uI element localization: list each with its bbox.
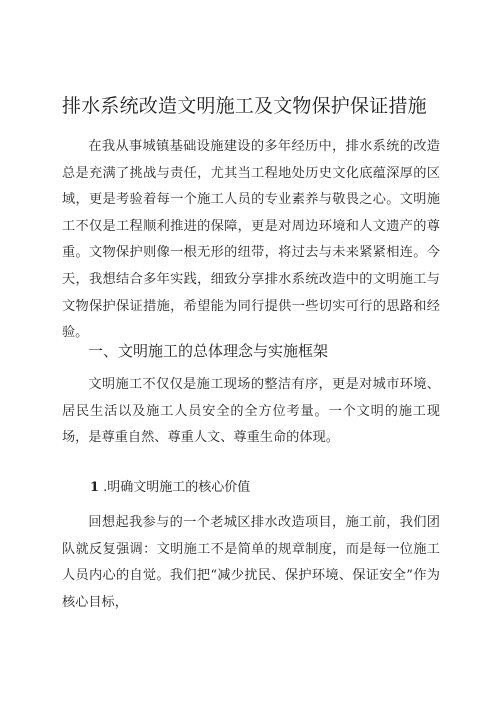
document-title: 排水系统改造文明施工及文物保护保证措施 — [62, 95, 427, 117]
section-paragraph: 文明施工不仅仅是施工现场的整洁有序，更是对城市环境、居民生活以及施工人员安全的全方位考量。一个文明的施工现场，是尊重自然、尊重人文、尊重生命的体现。 — [62, 377, 440, 446]
subsection-number: 1 — [90, 480, 100, 495]
intro-paragraph: 在我从事城镇基础设施建设的多年经历中，排水系统的改造总是充满了挑战与责任，尤其当工程地处历史文化底蕴深厚的区域，更是考验着每一个施工人员的专业素养与敬畏之心。文明施工不仅是工程顺利推进的保障，更是对周边环境和人文遗产的尊重。文物保护则像一根无形的纽带，将过去与未来紧紧相连。今天，我想结合多年实践，细致分享排水系统改造中的文明施工与文物保护保证措施，希望能为同行提供一些切实可行的思路和经验。 — [62, 139, 440, 341]
subsection-heading — [90, 478, 250, 498]
subsection-paragraph: 回想起我参与的一个老城区排水改造项目，施工前，我们团队就反复强调：文明施工不是简单的规章制度，而是每一位施工人员内心的自觉。我们把“减少扰民、保护环境、保证安全”作为核心目标， — [62, 515, 440, 610]
section-heading: 一、文明施工的总体理念与实施框架 — [88, 342, 329, 360]
subsection-heading-text: .明确文明施工的核心价值 — [99, 480, 251, 495]
